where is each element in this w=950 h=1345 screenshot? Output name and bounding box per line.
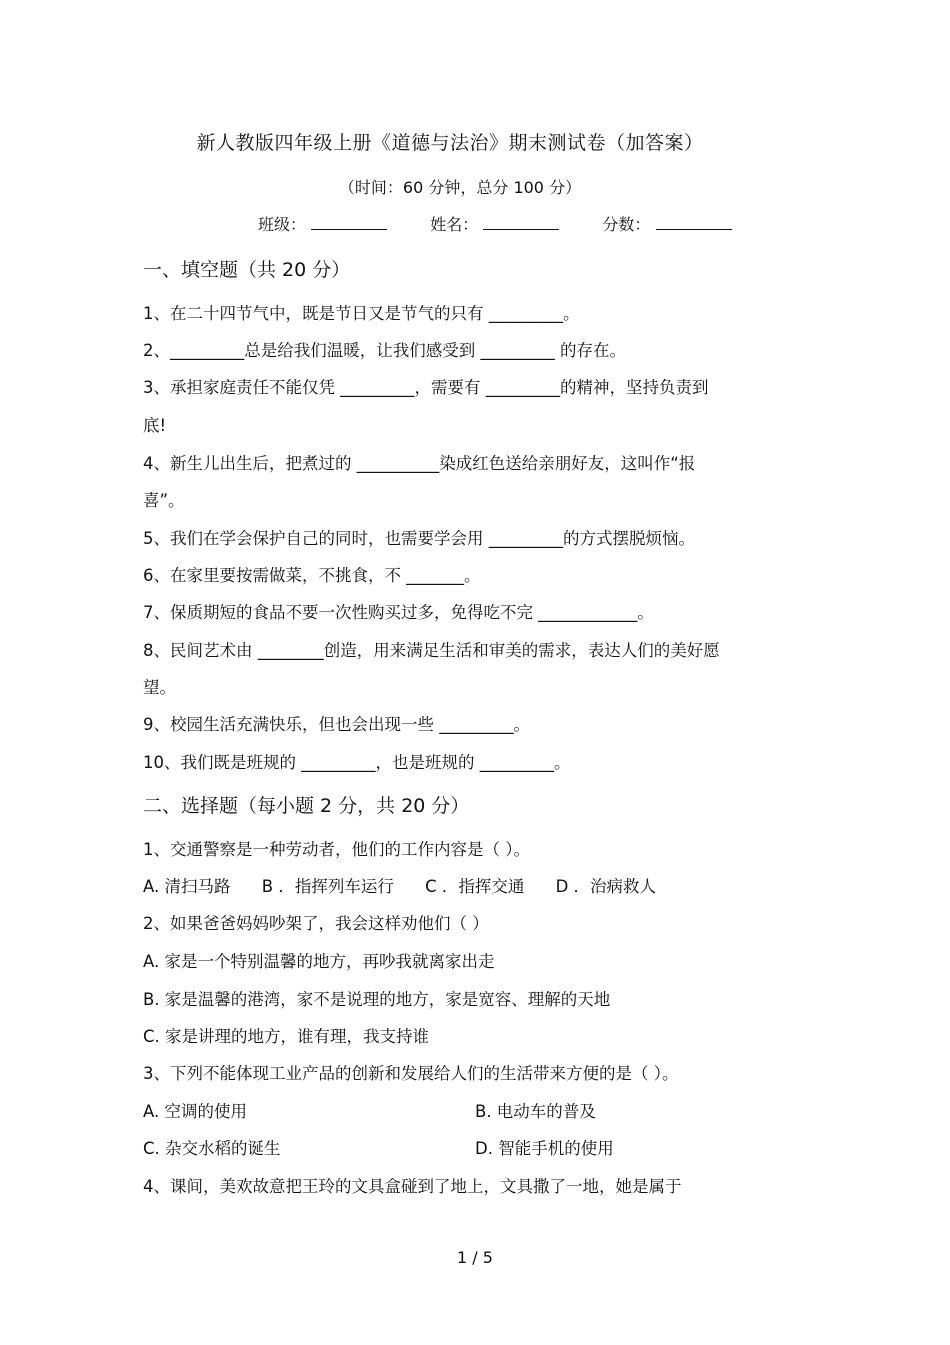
fill-question-8-cont: 望。 xyxy=(143,678,176,697)
fill-question-9: 9、校园生活充满快乐，但也会出现一些 _________。 xyxy=(143,715,530,734)
choice-question-2-option-b: B. 家是温馨的港湾，家不是说理的地方，家是宽容、理解的天地 xyxy=(143,990,611,1009)
student-info-row xyxy=(258,212,732,235)
class-field xyxy=(258,212,387,235)
name-label: 姓名： xyxy=(430,215,479,234)
choice-question-3-option-c: C. 杂交水稻的诞生 xyxy=(143,1139,281,1158)
name-field xyxy=(430,212,559,235)
score-field xyxy=(602,212,731,235)
score-label: 分数： xyxy=(602,215,651,234)
option-a: A. 清扫马路 xyxy=(143,877,231,896)
fill-question-10: 10、我们既是班规的 _________，也是班规的 _________。 xyxy=(143,753,571,772)
choice-question-1-options xyxy=(143,873,656,897)
fill-question-4: 4、新生儿出生后，把煮过的 __________染成红色送给亲朋好友，这叫作“报 xyxy=(143,454,696,473)
option-c: C ．指挥交通 xyxy=(425,877,525,896)
choice-question-3-option-d: D. 智能手机的使用 xyxy=(475,1139,614,1158)
choice-question-3-option-b: B. 电动车的普及 xyxy=(475,1102,596,1121)
fill-question-6: 6、在家里要按需做菜，不挑食，不 _______。 xyxy=(143,566,481,585)
score-blank xyxy=(656,215,732,230)
name-blank xyxy=(483,215,559,230)
page-number: 1 / 5 xyxy=(457,1248,493,1267)
fill-question-7: 7、保质期短的食品不要一次性购买过多，免得吃不完 ____________。 xyxy=(143,603,654,622)
fill-question-3-cont: 底! xyxy=(143,416,167,435)
class-label: 班级： xyxy=(258,215,307,234)
fill-question-4-cont: 喜”。 xyxy=(143,491,185,510)
page-title: 新人教版四年级上册《道德与法治》期末测试卷（加答案） xyxy=(196,132,704,154)
fill-question-3: 3、承担家庭责任不能仅凭 _________，需要有 _________的精神，坚持负责到 xyxy=(143,378,709,397)
choice-question-2-option-a: A. 家是一个特别温馨的地方，再吵我就离家出走 xyxy=(143,952,495,971)
option-b: B ．指挥列车运行 xyxy=(261,877,394,896)
choice-question-1: 1、交通警察是一种劳动者，他们的工作内容是（ ）。 xyxy=(143,840,530,859)
choice-question-2-option-c: C. 家是讲理的地方，谁有理，我支持谁 xyxy=(143,1027,430,1046)
class-blank xyxy=(311,215,387,230)
fill-question-8: 8、民间艺术由 ________创造，用来满足生活和审美的需求，表达人们的美好愿 xyxy=(143,641,720,660)
section-2-heading: 二、选择题（每小题 2 分，共 20 分） xyxy=(143,795,470,817)
exam-subtitle: （时间：60 分钟，总分 100 分） xyxy=(338,178,582,197)
option-d: D ．治病救人 xyxy=(555,877,657,896)
fill-question-5: 5、我们在学会保护自己的同时，也需要学会用 _________的方式摆脱烦恼。 xyxy=(143,529,695,548)
choice-question-4: 4、课间，美欢故意把王玲的文具盒碰到了地上，文具撒了一地，她是属于 xyxy=(143,1177,682,1196)
section-1-heading: 一、填空题（共 20 分） xyxy=(143,259,351,281)
choice-question-3-option-a: A. 空调的使用 xyxy=(143,1102,247,1121)
choice-question-3: 3、下列不能体现工业产品的创新和发展给人们的生活带来方便的是（ ）。 xyxy=(143,1064,679,1083)
fill-question-1: 1、在二十四节气中，既是节日又是节气的只有 _________。 xyxy=(143,304,580,323)
choice-question-2: 2、如果爸爸妈妈吵架了，我会这样劝他们（ ） xyxy=(143,914,489,933)
fill-question-2: 2、_________总是给我们温暖，让我们感受到 _________ 的存在。 xyxy=(143,341,626,360)
